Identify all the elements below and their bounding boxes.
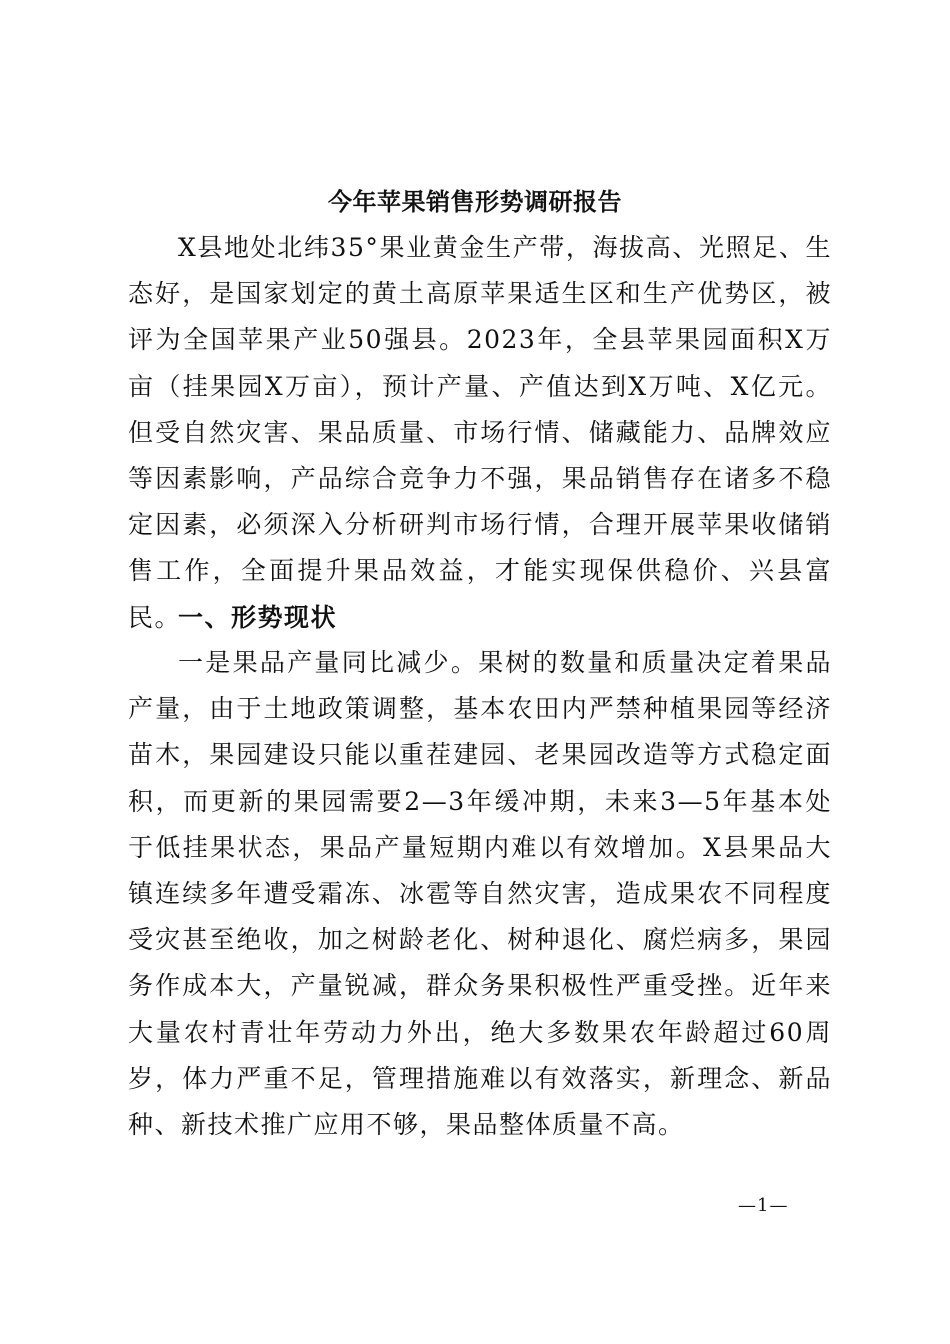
- section-heading: 一、形势现状: [178, 603, 338, 632]
- document-title: 今年苹果销售形势调研报告: [328, 187, 622, 216]
- page-number: —1—: [738, 1195, 789, 1216]
- body-paragraph: 一是果品产量同比减少。果树的数量和质量决定着果品产量，由于土地政策调整，基本农田内严禁种植果园等经济苗木，果园建设只能以重茬建园、老果园改造等方式稳定面积，而更新的果园需要2—3年缓冲期，未来3—5年基本处于低挂果状态，果品产量短期内难以有效增加。X县果品大镇连续多年遭受霜冻、冰雹等自然灾害，造成果农不同程度受灾甚至绝收，加之树龄老化、树种退化、腐烂病多，果园务作成本大，产量锐减，群众务果积极性严重受挫。近年来大量农村青壮年劳动力外出，绝大多数果农年龄超过60周岁，体力严重不足，管理措施难以有效落实，新理念、新品种、新技术推广应用不够，果品整体质量不高。: [128, 648, 832, 1140]
- intro-paragraph: X县地处北纬35°果业黄金生产带，海拔高、光照足、生态好，是国家划定的黄土高原苹果适生区和生产优势区，被评为全国苹果产业50强县。2023年，全县苹果园面积X万亩（挂果园X万亩），预计产量、产值达到X万吨、X亿元。但受自然灾害、果品质量、市场行情、储藏能力、品牌效应等因素影响，产品综合竞争力不强，果品销售存在诸多不稳定因素，必须深入分析研判市场行情，合理开展苹果收储销售工作，全面提升果品效益，才能实现保供稳价、兴县富民。: [128, 233, 832, 632]
